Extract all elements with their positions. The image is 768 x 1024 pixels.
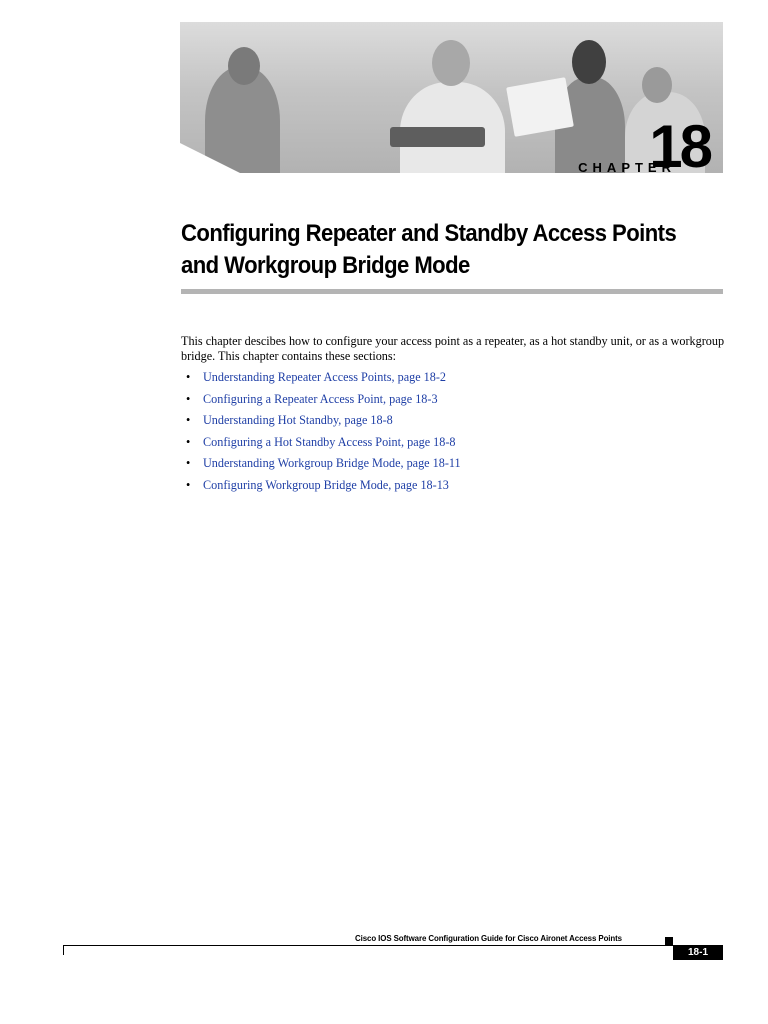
person-head [228, 47, 260, 85]
bullet-icon: • [186, 456, 191, 470]
chapter-title: Configuring Repeater and Standby Access Points and Workgroup Bridge Mode [181, 220, 677, 279]
section-link[interactable]: Understanding Repeater Access Points, page 18-2 [203, 370, 447, 384]
footer-rule [63, 945, 723, 946]
list-item [181, 392, 461, 414]
bullet-icon: • [186, 391, 191, 406]
page-number: 18-1 [673, 946, 723, 960]
person-head [432, 40, 470, 86]
section-link[interactable]: Understanding Workgroup Bridge Mode, page 18-11 [203, 456, 461, 470]
footer-guide-title: Cisco IOS Software Configuration Guide for Cisco Aironet Access Points [355, 933, 622, 943]
list-item [181, 456, 461, 478]
section-link[interactable]: Configuring a Hot Standby Access Point, page 18-8 [203, 434, 456, 449]
banner-corner [180, 143, 240, 173]
bullet-icon: • [186, 434, 191, 449]
section-link[interactable]: Configuring Workgroup Bridge Mode, page 18-13 [203, 477, 449, 492]
section-link[interactable]: Understanding Hot Standby, page 18-8 [203, 413, 393, 427]
bullet-icon: • [186, 413, 191, 427]
bullet-icon: • [186, 370, 191, 384]
list-item [181, 478, 461, 500]
chapter-number: 18 [649, 113, 710, 180]
footer-tick [63, 945, 64, 955]
paper-sheet [506, 77, 574, 137]
laptop-shape [390, 127, 485, 147]
section-link[interactable]: Configuring a Repeater Access Point, page 18-3 [203, 391, 438, 406]
bullet-icon: • [186, 477, 191, 492]
section-list [181, 370, 461, 499]
list-item [181, 413, 461, 435]
chapter-banner-photo [180, 22, 723, 173]
footer-marker [665, 937, 673, 945]
person-head [572, 40, 606, 84]
list-item [181, 370, 461, 392]
chapter-label: CHAPTER [578, 160, 676, 175]
list-item [181, 435, 461, 457]
intro-paragraph: This chapter descibes how to configure your access point as a repeater, as a hot standby unit, or as a workgroup bridge. This chapter contains these sections: [181, 334, 725, 363]
person-head [642, 67, 672, 103]
title-divider [181, 289, 723, 294]
